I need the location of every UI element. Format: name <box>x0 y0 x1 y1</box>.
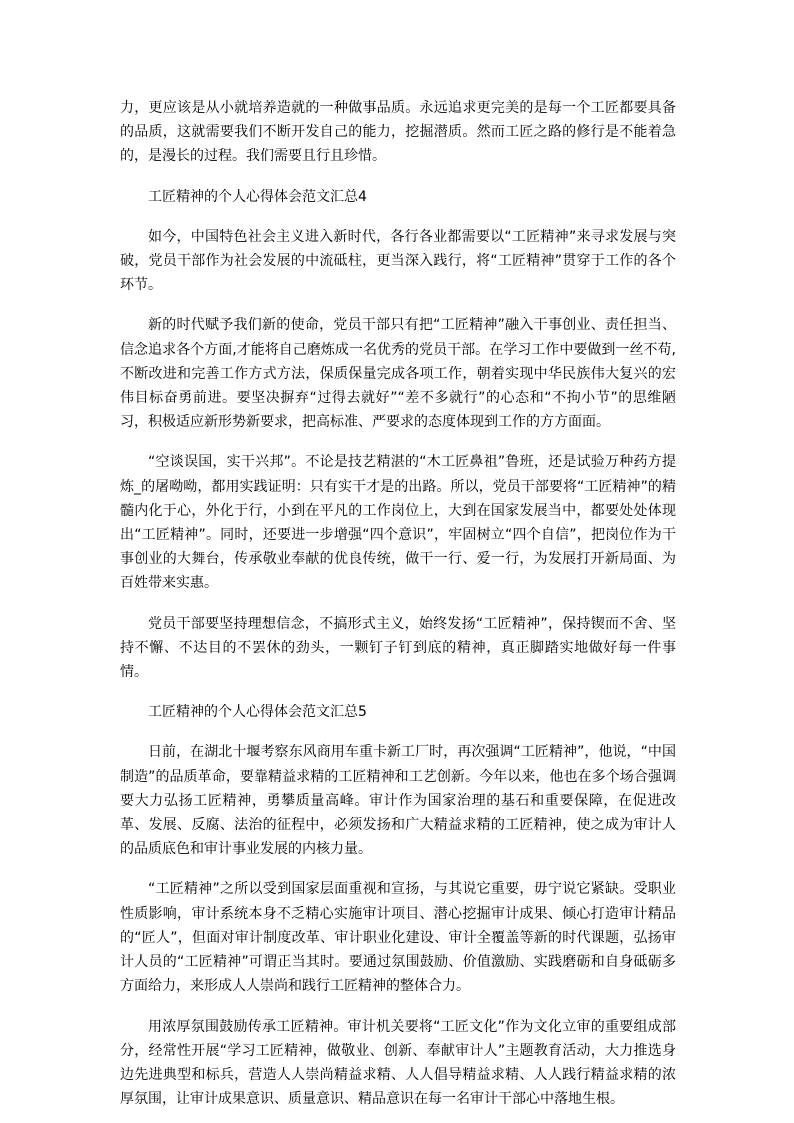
paragraph: 用浓厚氛围鼓励传承工匠精神。审计机关要将“工匠文化”作为文化立审的重要组成部分，经常性开展“学习工匠精神，做敬业、创新、奉献审计人”主题教育活动，大力推选身边先进典型和标兵，营造人人崇尚精益求精、人人倡导精益求精、人人践行精益求精的浓厚氛围，让审计成果意识、质量意识、精品意识在每一名审计干部心中落地生根。 <box>120 1018 676 1108</box>
paragraph: “工匠精神”之所以受到国家层面重视和宣扬，与其说它重要，毋宁说它紧缺。受职业性质影响，审计系统本身不乏精心实施审计项目、潜心挖掘审计成果、倾心打造审计精品的“匠人”，但面对审计制度改革、审计职业化建设、审计全覆盖等新的时代课题，弘扬审计人员的“工匠精神”可谓正当其时。要通过氛围鼓励、价值激励、实践磨砺和自身砥砺多方面给力，来形成人人崇尚和践行工匠精神的整体合力。 <box>120 881 676 995</box>
paragraph: 如今，中国特色社会主义进入新时代，各行各业都需要以“工匠精神”来寻求发展与突破，党员干部作为社会发展的中流砥柱，更当深入践行，将“工匠精神”贯穿于工作的各个环节。 <box>120 228 676 294</box>
paragraph: 新的时代赋予我们新的使命，党员干部只有把“工匠精神”融入干事创业、责任担当、信念追求各个方面,才能将自己磨炼成一名优秀的党员干部。在学习工作中要做到一丝不苟,不断改进和完善工作方式方法，保质保量完成各项工作，朝着实现中华民族伟大复兴的宏伟目标奋勇前进。要坚决摒弃“过得去就好”“差不多就行”的心态和“不拘小节”的思维陋习，积极适应新形势新要求，把高标准、严要求的态度体现到工作的方方面面。 <box>120 317 676 431</box>
paragraph: 党员干部要坚持理想信念，不搞形式主义，始终发扬“工匠精神”，保持锲而不舍、坚持不懈、不达目的不罢休的劲头，一颗钉子钉到底的精神，真正脚踏实地做好每一件事情。 <box>120 615 676 681</box>
section-heading-4: 工匠精神的个人心得体会范文汇总4 <box>148 188 367 205</box>
section-heading-5: 工匠精神的个人心得体会范文汇总5 <box>148 704 367 721</box>
paragraph: 日前，在湖北十堰考察东风商用车重卡新工厂时，再次强调“工匠精神”，他说，“中国制造”的品质革命，要靠精益求精的工匠精神和工艺创新。今年以来，他也在多个场合强调要大力弘扬工匠精神，勇攀质量高峰。审计作为国家治理的基石和重要保障，在促进改革、发展、反腐、法治的征程中，必须发扬和广大精益求精的工匠精神，使之成为审计人的品质底色和审计事业发展的内核力量。 <box>120 744 676 858</box>
paragraph-continued: 力，更应该是从小就培养造就的一种做事品质。永远追求更完美的是每一个工匠都要具备的品质，这就需要我们不断开发自己的能力，挖掘潜质。然而工匠之路的修行是不能着急的，是漫长的过程。我们需要且行且珍惜。 <box>120 100 676 165</box>
paragraph: “空谈误国，实干兴邦”。不论是技艺精湛的“木工匠鼻祖”鲁班，还是试验万种药方提炼_的屠呦呦，都用实践证明：只有实干才是的出路。所以，党员干部要将“工匠精神”的精髓内化于心，外化于行，小到在平凡的工作岗位上，大到在国家发展当中，都要处处体现出“工匠精神”。同时，还要进一步增强“四个意识”，牢固树立“四个自信”，把岗位作为干事创业的大舞台，传承敬业奉献的优良传统，做干一行、爱一行，为发展打开新局面、为百姓带来实惠。 <box>120 454 676 592</box>
document-page <box>120 96 676 1111</box>
